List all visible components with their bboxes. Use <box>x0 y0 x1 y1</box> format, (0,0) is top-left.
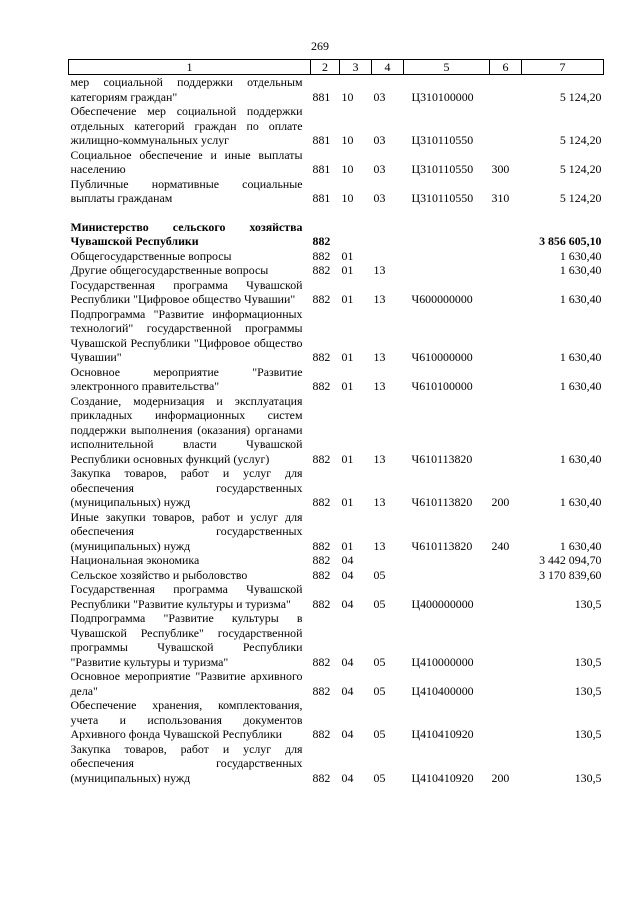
row-administrator-code: 882 <box>312 596 331 611</box>
row-amount: 1 630,40 <box>559 379 602 393</box>
row-administrator-code: 881 <box>312 191 331 205</box>
row-name: Обеспечение мер социальной поддержки отдельных категорий граждан по оплате жилищно-коммунальных услуг <box>70 104 303 147</box>
row-target-article <box>404 568 490 583</box>
row-subsection-code: 03 <box>373 162 386 176</box>
row-target-article: Ч610113820 <box>411 538 473 553</box>
row-subsection-code: 13 <box>373 538 386 553</box>
table-row <box>69 75 604 105</box>
table-row <box>69 742 604 786</box>
row-expense-type <box>490 104 522 148</box>
table-row <box>69 104 604 148</box>
table-row <box>69 466 604 510</box>
row-section-code: 01 <box>341 379 354 393</box>
row-subsection-code: 03 <box>373 89 386 104</box>
row-administrator-code: 882 <box>312 770 331 785</box>
row-target-article: Ц410410920 <box>411 770 474 785</box>
row-expense-type <box>490 365 522 394</box>
row-name: Публичные нормативные социальные выплаты гражданам <box>70 176 303 205</box>
row-subsection-code: 13 <box>373 292 386 306</box>
row-name: Основное мероприятие "Развитие электронного правительства" <box>70 364 303 393</box>
table-row <box>69 568 604 583</box>
row-name: Подпрограмма "Развитие культуры в Чувашской Республике" государственной программы Чувашской Республики "Развитие культуры и туризма" <box>70 611 303 669</box>
row-amount: 3 856 605,10 <box>539 234 602 248</box>
row-target-article: Ц410410920 <box>411 727 474 741</box>
row-target-article <box>404 220 490 249</box>
row-administrator-code: 882 <box>312 263 331 277</box>
row-section-code: 04 <box>341 683 354 698</box>
table-row <box>69 263 604 278</box>
table-row <box>69 220 604 249</box>
row-target-article <box>404 553 490 568</box>
row-name: Обеспечение хранения, комплектования, учета и использования документов Архивного фонда Чувашской Республики <box>70 698 303 741</box>
row-expense-type: 310 <box>491 191 510 205</box>
row-name: мер социальной поддержки отдельным категориям граждан" <box>70 75 303 104</box>
row-name: Основное мероприятие "Развитие архивного дела" <box>70 669 303 698</box>
row-administrator-code: 882 <box>312 350 331 364</box>
row-amount: 5 124,20 <box>559 162 602 176</box>
table-body <box>69 75 604 786</box>
row-target-article: Ц310100000 <box>411 89 474 104</box>
row-subsection-code: 05 <box>373 567 386 582</box>
header-cell-1: 1 <box>69 60 311 75</box>
row-target-article: Ч610113820 <box>411 495 473 509</box>
row-subsection-code: 05 <box>373 683 386 698</box>
row-subsection-code: 03 <box>373 191 386 205</box>
row-administrator-code: 882 <box>312 451 331 466</box>
row-amount: 5 124,20 <box>559 89 602 104</box>
table-row <box>69 698 604 742</box>
row-name: Министерство сельского хозяйства Чувашской Республики <box>70 219 303 248</box>
header-cell-3: 3 <box>340 60 372 75</box>
row-amount: 5 124,20 <box>559 133 602 147</box>
row-name: Закупка товаров, работ и услуг для обеспечения государственных (муниципальных) нужд <box>70 741 303 785</box>
row-expense-type: 240 <box>491 538 510 553</box>
spacer-row <box>69 206 604 220</box>
table-row <box>69 148 604 177</box>
row-expense-type <box>490 669 522 698</box>
row-section-code: 04 <box>341 770 354 785</box>
row-target-article <box>404 263 490 278</box>
page-number: 269 <box>311 39 329 53</box>
row-expense-type <box>490 582 522 611</box>
row-section-code: 10 <box>341 133 354 147</box>
row-expense-type <box>490 553 522 568</box>
row-administrator-code: 882 <box>312 538 331 553</box>
row-section-code: 01 <box>341 292 354 306</box>
header-cell-6: 6 <box>490 60 522 75</box>
row-amount: 130,5 <box>574 654 602 669</box>
row-subsection-code: 05 <box>373 654 386 669</box>
row-subsection-code <box>372 249 404 264</box>
row-target-article: Ц310110550 <box>411 191 474 205</box>
row-expense-type <box>490 278 522 307</box>
row-name: Национальная экономика <box>70 553 200 567</box>
table-row <box>69 553 604 568</box>
row-subsection-code: 05 <box>373 596 386 611</box>
row-subsection-code: 05 <box>373 770 386 785</box>
header-cell-2: 2 <box>311 60 340 75</box>
row-subsection-code: 13 <box>373 495 386 509</box>
row-amount: 130,5 <box>574 683 602 698</box>
row-target-article: Ц410400000 <box>411 683 474 698</box>
row-amount: 1 630,40 <box>559 263 602 277</box>
row-subsection-code: 03 <box>373 133 386 147</box>
row-expense-type <box>490 698 522 742</box>
table-row <box>69 611 604 669</box>
row-administrator-code: 882 <box>312 727 331 741</box>
row-amount: 130,5 <box>574 770 602 785</box>
row-section-code: 04 <box>341 567 354 582</box>
row-amount: 1 630,40 <box>559 451 602 466</box>
row-expense-type <box>490 568 522 583</box>
row-amount: 130,5 <box>574 596 602 611</box>
table-row <box>69 582 604 611</box>
row-subsection-code: 13 <box>373 263 386 277</box>
row-amount: 1 630,40 <box>559 248 602 263</box>
row-administrator-code: 881 <box>312 162 331 176</box>
header-cell-4: 4 <box>372 60 404 75</box>
row-name: Государственная программа Чувашской Республики "Цифровое общество Чувашии" <box>70 277 303 306</box>
row-expense-type: 200 <box>491 770 510 785</box>
row-name: Другие общегосударственные вопросы <box>70 263 269 277</box>
table-row <box>69 669 604 698</box>
row-target-article: Ч610100000 <box>411 379 473 393</box>
row-administrator-code: 882 <box>312 248 331 263</box>
row-administrator-code: 882 <box>312 654 331 669</box>
table-row <box>69 249 604 264</box>
row-expense-type <box>490 611 522 669</box>
table-row <box>69 278 604 307</box>
row-section-code: 04 <box>341 553 354 567</box>
row-administrator-code: 881 <box>312 133 331 147</box>
row-name: Общегосударственные вопросы <box>70 248 232 263</box>
row-expense-type <box>490 220 522 249</box>
table-row <box>69 177 604 206</box>
row-expense-type <box>490 249 522 264</box>
row-administrator-code: 882 <box>312 553 331 567</box>
row-amount: 1 630,40 <box>559 292 602 306</box>
row-section-code: 10 <box>341 191 354 205</box>
row-name: Сельское хозяйство и рыболовство <box>70 567 248 582</box>
row-name: Иные закупки товаров, работ и услуг для обеспечения государственных (муниципальных) нужд <box>70 509 303 553</box>
row-section-code: 04 <box>341 727 354 741</box>
row-subsection-code: 13 <box>373 379 386 393</box>
budget-table <box>68 59 604 785</box>
table-row <box>69 510 604 554</box>
row-administrator-code: 882 <box>312 379 331 393</box>
row-subsection-code <box>372 553 404 568</box>
row-section-code: 01 <box>341 538 354 553</box>
row-section-code: 10 <box>341 162 354 176</box>
row-administrator-code: 882 <box>312 495 331 509</box>
row-section-code <box>340 220 372 249</box>
row-target-article: Ц310110550 <box>411 162 474 176</box>
row-section-code: 10 <box>341 89 354 104</box>
row-amount: 1 630,40 <box>559 350 602 364</box>
row-section-code: 01 <box>341 350 354 364</box>
row-section-code: 01 <box>341 263 354 277</box>
row-name: Создание, модернизация и эксплуатация прикладных информационных систем поддержки выполнения (оказания) органами исполнительной власти Чувашской Республики основных функций (услуг) <box>70 393 303 466</box>
row-target-article: Ц410000000 <box>411 654 474 669</box>
row-name: Подпрограмма "Развитие информационных технологий" государственной программы Чувашской Республики "Цифровое общество Чувашии" <box>70 306 303 364</box>
header-row <box>69 60 604 75</box>
row-administrator-code: 881 <box>312 89 331 104</box>
row-name: Государственная программа Чувашской Республики "Развитие культуры и туризма" <box>70 582 303 611</box>
row-expense-type <box>490 307 522 365</box>
table-row <box>69 307 604 365</box>
row-expense-type <box>490 75 522 105</box>
row-target-article: Ч610000000 <box>411 350 473 364</box>
row-administrator-code: 882 <box>312 234 331 248</box>
row-section-code: 04 <box>341 596 354 611</box>
header-cell-5: 5 <box>404 60 490 75</box>
budget-table-frame <box>68 59 603 785</box>
row-target-article: Ч610113820 <box>411 451 473 466</box>
row-subsection-code: 13 <box>373 350 386 364</box>
row-amount: 1 630,40 <box>559 495 602 509</box>
row-section-code: 01 <box>341 248 354 263</box>
row-subsection-code: 13 <box>373 451 386 466</box>
row-expense-type: 200 <box>491 495 510 509</box>
row-administrator-code: 882 <box>312 567 331 582</box>
table-row <box>69 394 604 467</box>
row-amount: 3 170 839,60 <box>539 567 602 582</box>
row-target-article <box>404 249 490 264</box>
row-section-code: 01 <box>341 495 354 509</box>
row-administrator-code: 882 <box>312 292 331 306</box>
row-name: Социальное обеспечение и иные выплаты населению <box>70 147 303 176</box>
row-name: Закупка товаров, работ и услуг для обеспечения государственных (муниципальных) нужд <box>70 466 303 509</box>
row-target-article: Ч600000000 <box>411 292 473 306</box>
row-target-article: Ц400000000 <box>411 596 474 611</box>
row-expense-type <box>490 263 522 278</box>
row-subsection-code: 05 <box>373 727 386 741</box>
table-row <box>69 365 604 394</box>
row-expense-type <box>490 394 522 467</box>
row-amount: 5 124,20 <box>559 191 602 205</box>
row-target-article: Ц310110550 <box>411 133 474 147</box>
row-amount: 130,5 <box>574 727 602 741</box>
row-section-code: 04 <box>341 654 354 669</box>
row-expense-type: 300 <box>491 162 510 176</box>
row-subsection-code <box>372 220 404 249</box>
row-amount: 1 630,40 <box>559 538 602 553</box>
row-section-code: 01 <box>341 451 354 466</box>
header-cell-7: 7 <box>522 60 604 75</box>
row-administrator-code: 882 <box>312 683 331 698</box>
row-amount: 3 442 094,70 <box>539 553 602 567</box>
